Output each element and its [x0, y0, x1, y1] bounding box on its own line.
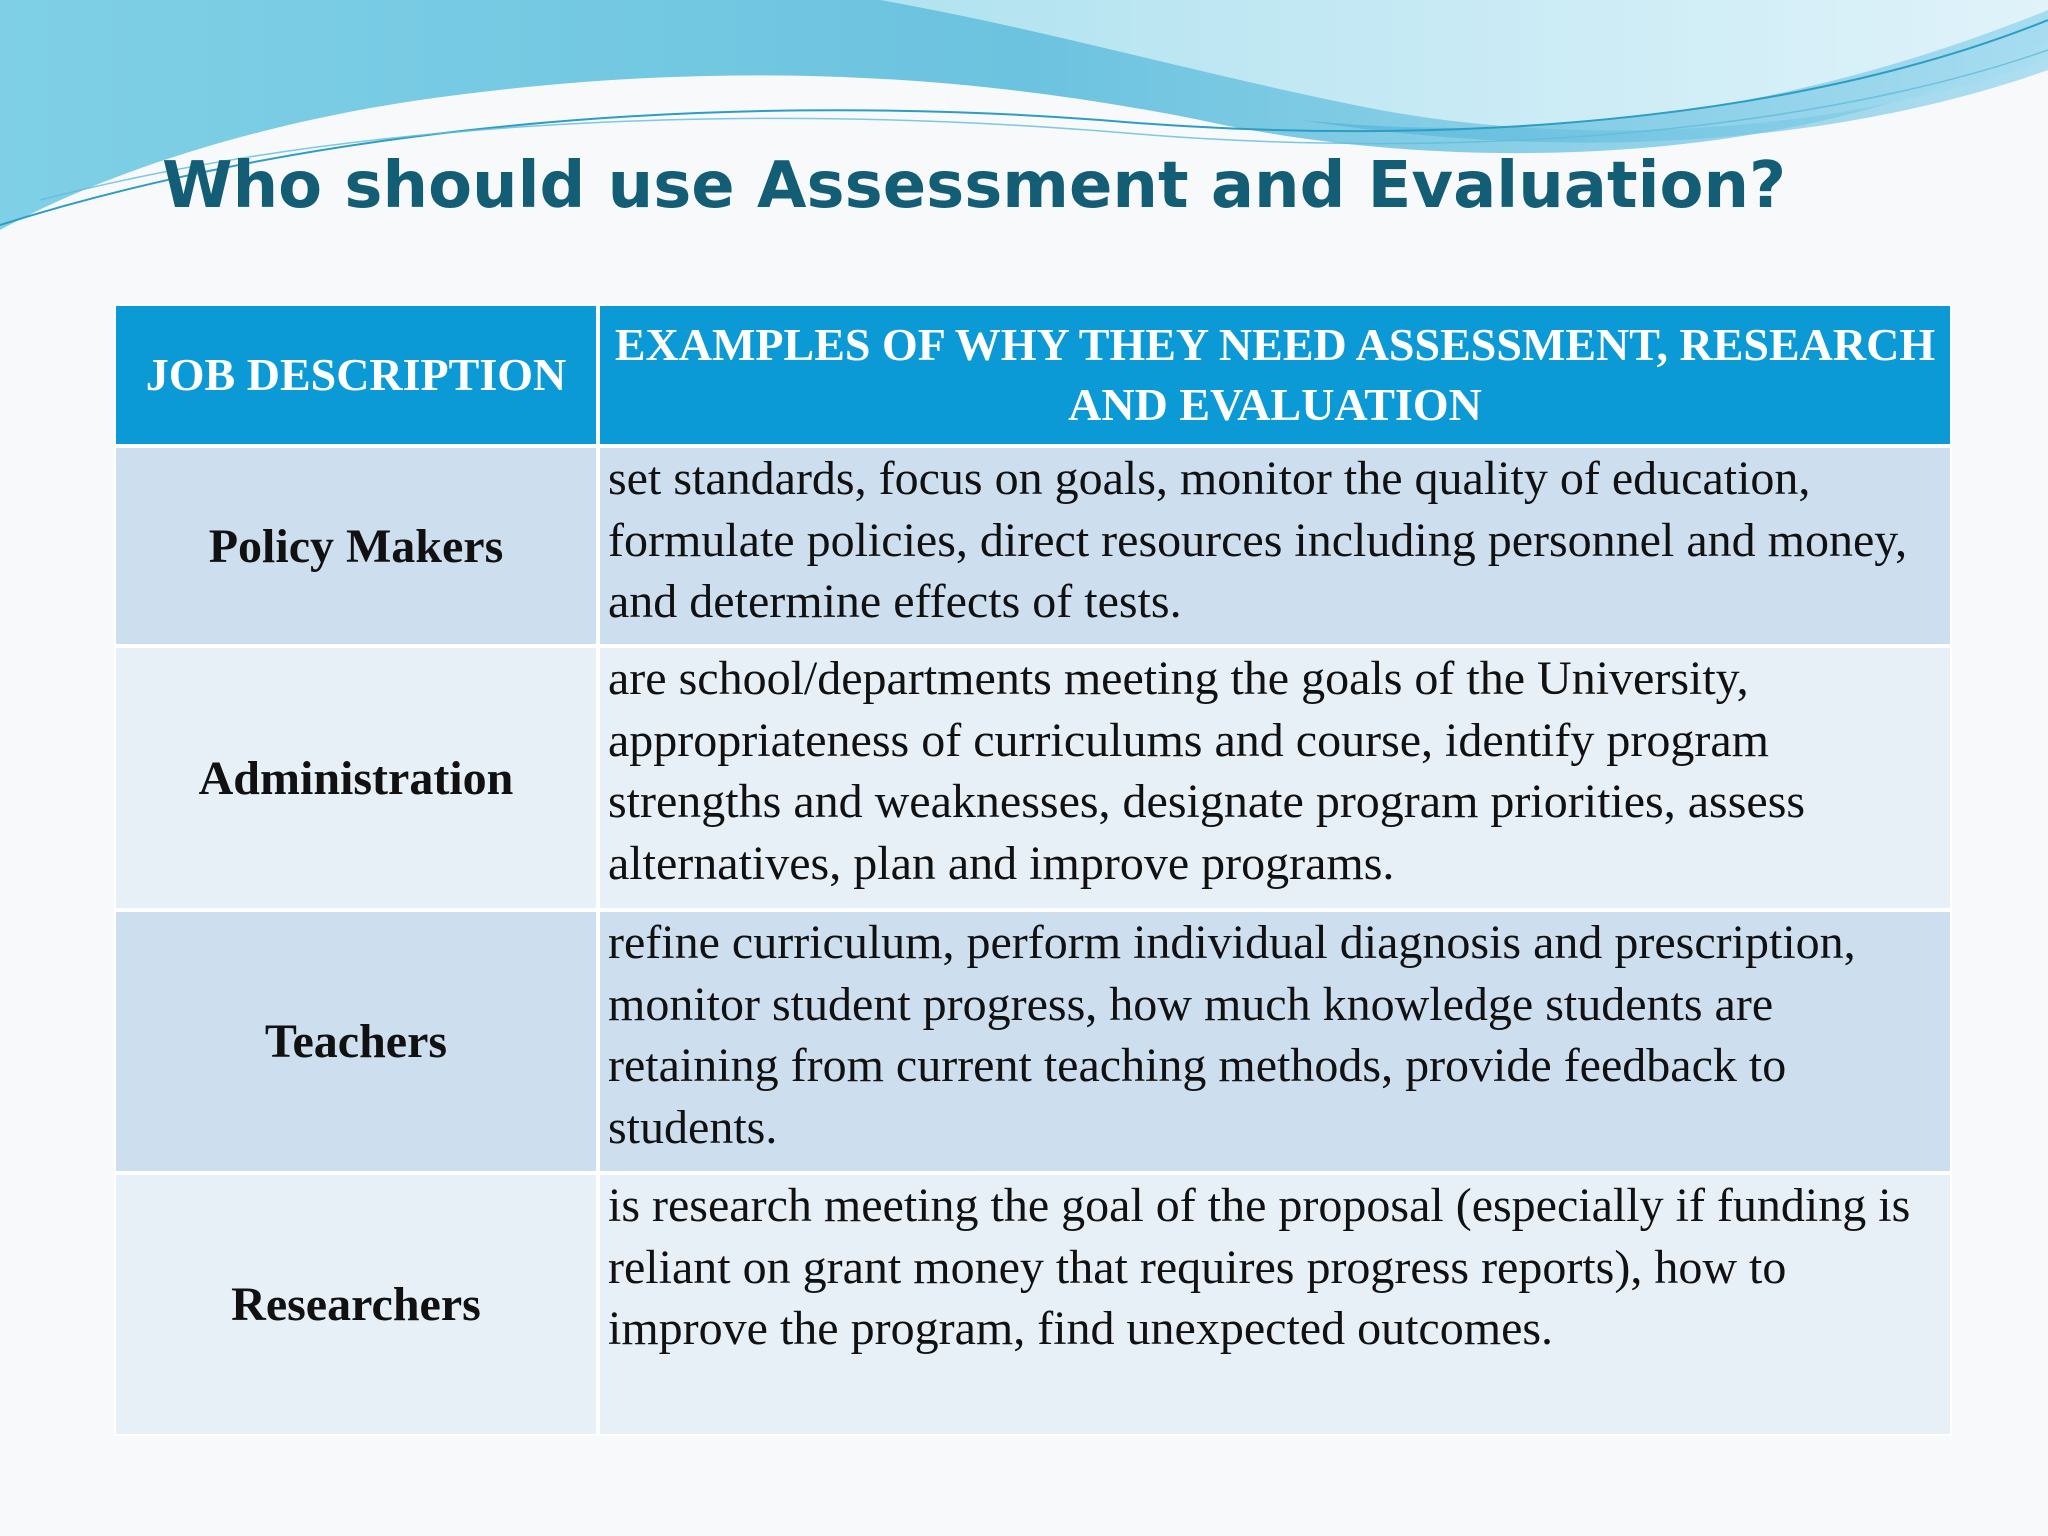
header-job-description: JOB DESCRIPTION — [114, 304, 598, 446]
header-examples: EXAMPLES OF WHY THEY NEED ASSESSMENT, RESEARCH AND EVALUATION — [598, 304, 1952, 446]
table-row — [114, 910, 1952, 1173]
examples-cell: are school/departments meeting the goals of the University, appropriateness of curriculums and course, identify program strengths and weaknesses, designate program priorities, assess alternatives, plan and improve programs. — [598, 646, 1952, 910]
job-cell: Administration — [114, 646, 598, 910]
job-cell: Policy Makers — [114, 446, 598, 646]
table-row — [114, 446, 1952, 646]
slide-title: Who should use Assessment and Evaluation? — [162, 149, 1787, 223]
assessment-users-table — [114, 304, 1952, 1436]
examples-cell: refine curriculum, perform individual diagnosis and prescription, monitor student progress, how much knowledge students are retaining from current teaching methods, provide feedback to students. — [598, 910, 1952, 1173]
job-cell: Researchers — [114, 1173, 598, 1436]
job-cell: Teachers — [114, 910, 598, 1173]
table-row — [114, 646, 1952, 910]
table-header-row — [114, 304, 1952, 446]
examples-cell: is research meeting the goal of the proposal (especially if funding is reliant on grant money that requires progress reports), how to improve the program, find unexpected outcomes. — [598, 1173, 1952, 1436]
table-row — [114, 1173, 1952, 1436]
examples-cell: set standards, focus on goals, monitor the quality of education, formulate policies, direct resources including personnel and money, and determine effects of tests. — [598, 446, 1952, 646]
